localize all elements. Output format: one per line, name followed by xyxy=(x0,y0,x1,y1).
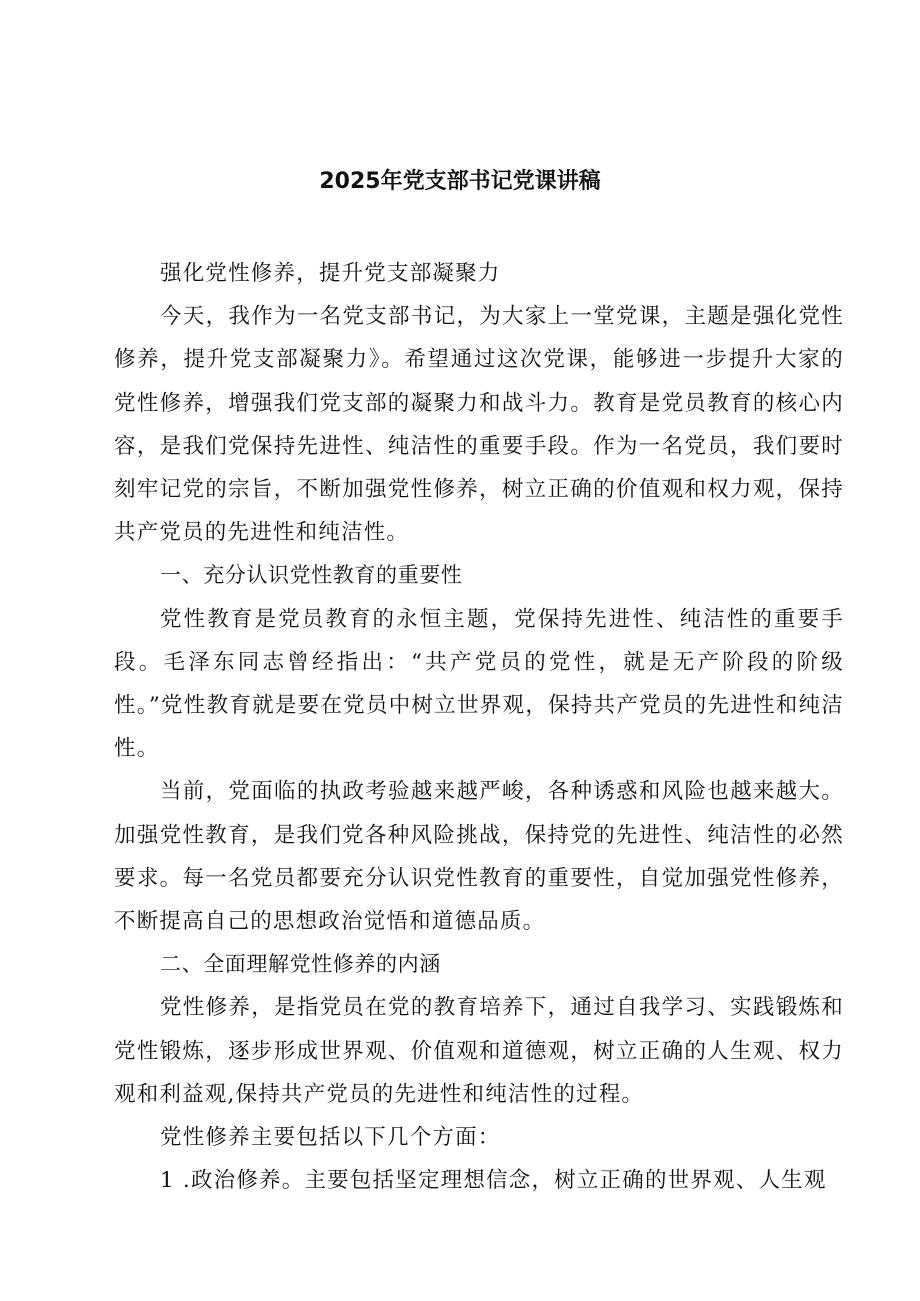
body-paragraph: 当前，党面临的执政考验越来越严峻，各种诱惑和风险也越来越大。加强党性教育，是我们党各种风险挑战，保持党的先进性、纯洁性的必然要求。每一名党员都要充分认识党性教育的重要性，自觉加强党性修养，不断提高自己的思想政治觉悟和道德品质。 xyxy=(114,779,844,935)
intro-paragraph: 今天，我作为一名党支部书记，为大家上一堂党课，主题是强化党性修养，提升党支部凝聚力》。希望通过这次党课，能够进一步提升大家的党性修养，增强我们党支部的凝聚力和战斗力。教育是党员教育的核心内容，是我们党保持先进性、纯洁性的重要手段。作为一名党员，我们要时刻牢记党的宗旨，不断加强党性修养，树立正确的价值观和权力观，保持共产党员的先进性和纯洁性。 xyxy=(114,304,844,546)
body-paragraph: 党性修养主要包括以下几个方面： xyxy=(160,1125,501,1151)
body-paragraph: 党性教育是党员教育的永恒主题，党保持先进性、纯洁性的重要手段。毛泽东同志曾经指出：“共产党员的党性，就是无产阶段的阶级性。”党性教育就是要在党员中树立世界观，保持共产党员的先进性和纯洁性。 xyxy=(114,606,844,762)
section-heading-2: 二、全面理解党性修养的内涵 xyxy=(160,952,441,977)
subtitle-paragraph: 强化党性修养，提升党支部凝聚力 xyxy=(160,261,501,286)
section-heading-1: 一、充分认识党性教育的重要性 xyxy=(160,563,463,588)
numbered-item-1: 1 .政治修养。主要包括坚定理想信念，树立正确的世界观、人生观 xyxy=(160,1168,827,1194)
document-title: 2025年党支部书记党课讲稿 xyxy=(319,169,601,194)
document-body xyxy=(114,252,844,1202)
body-paragraph: 党性修养，是指党员在党的教育培养下，通过自我学习、实践锻炼和党性锻炼，逐步形成世界观、价值观和道德观，树立正确的人生观、权力观和利益观,保持共产党员的先进性和纯洁性的过程。 xyxy=(114,995,844,1107)
